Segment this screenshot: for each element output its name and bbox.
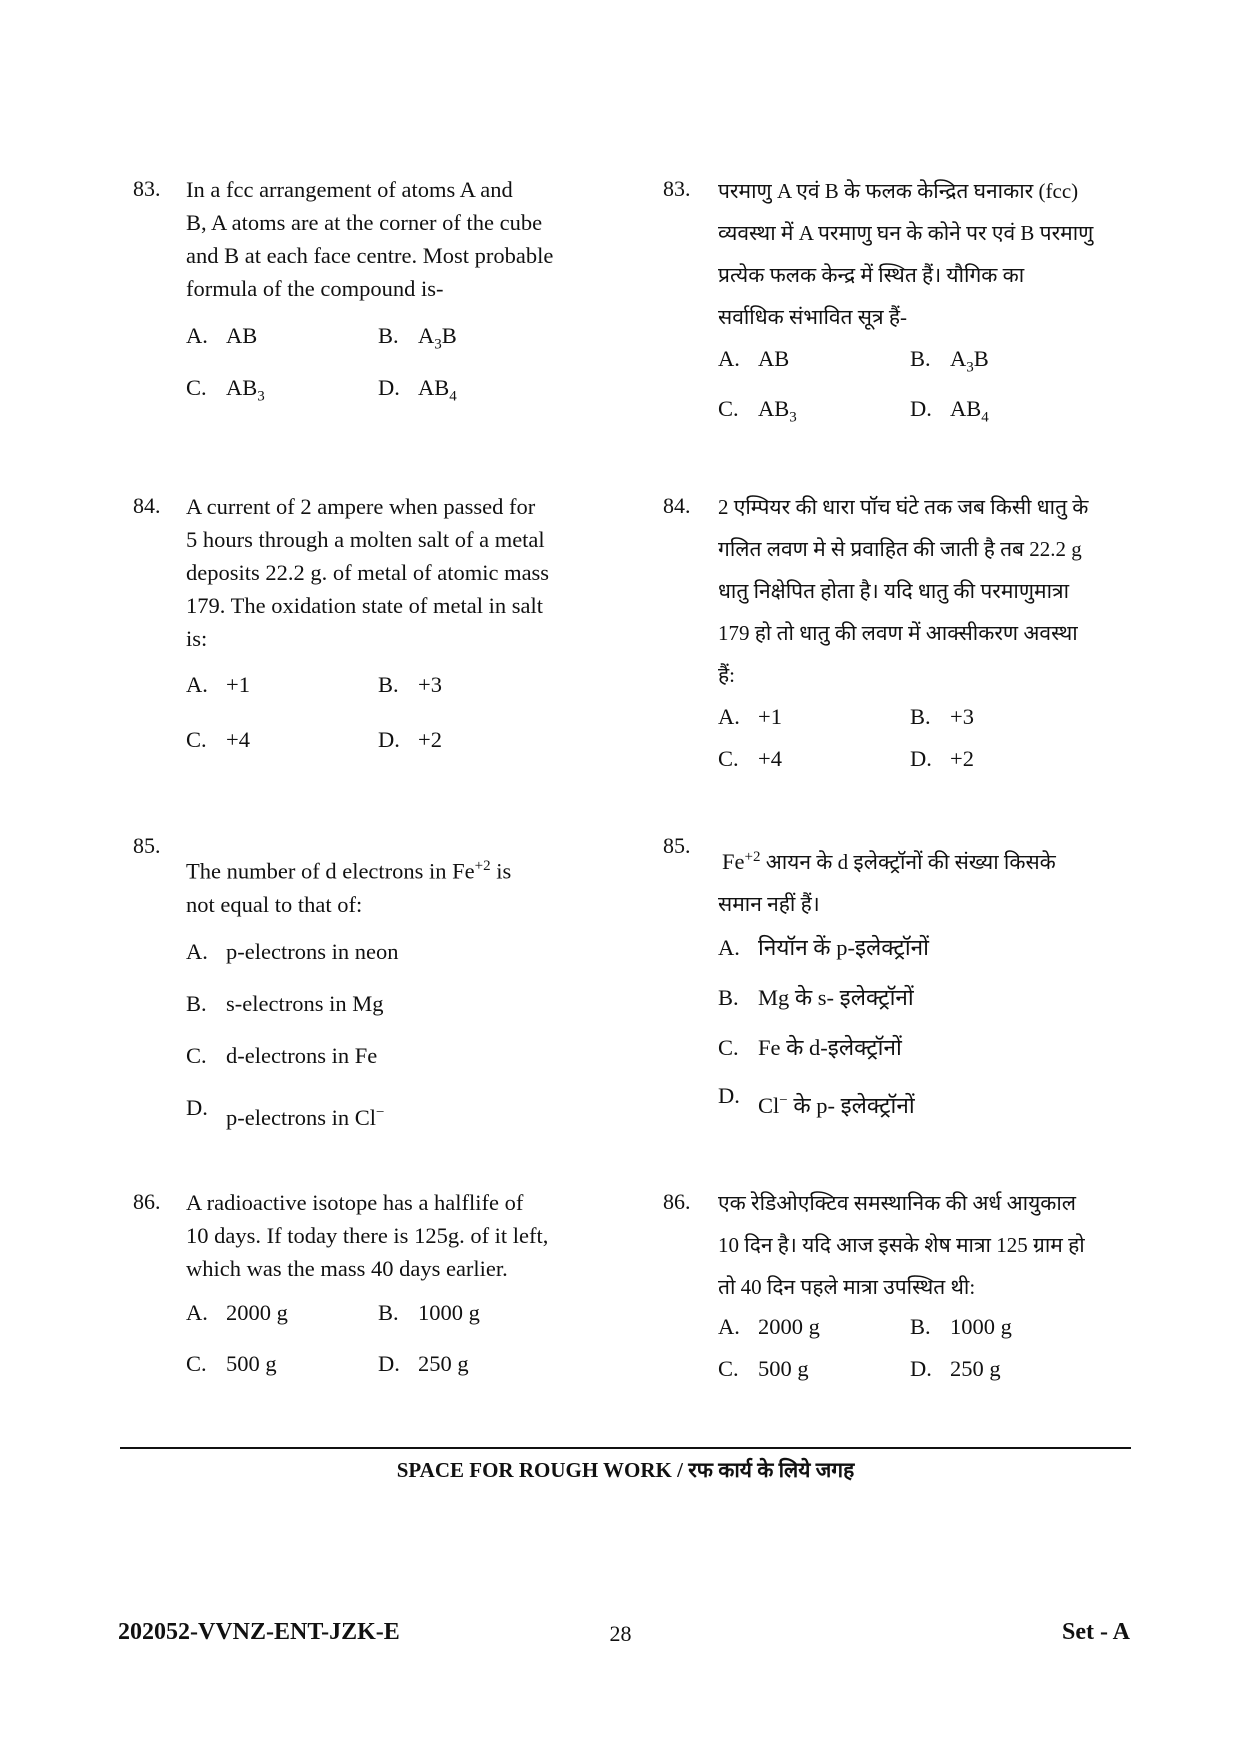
option-c: C. +4	[718, 746, 782, 771]
question-number: 84.	[663, 493, 691, 518]
question-text: A current of 2 ampere when passed for 5 hours through a molten salt of a metal deposits 22.2 g. of metal of atomic mass 179. The oxidation state of metal in salt is:	[186, 494, 550, 651]
option-d: D. $AB_4$	[378, 375, 457, 405]
question-number: 84.	[133, 493, 161, 518]
option-c: C. $AB_3$	[186, 375, 265, 405]
option-d: D. $AB_4$	[910, 396, 989, 426]
question-number: 83.	[133, 176, 161, 201]
option-c: C. +4	[186, 727, 250, 752]
set-label: Set - A	[1062, 1619, 1130, 1645]
question-number: 85.	[133, 833, 161, 858]
question-text: परमाणु A एवं B के फलक केन्द्रित घनाकार (fcc) व्यवस्था में A परमाणु घन के कोने पर एवं B परमाणु प्रत्येक फलक केन्द्र में स्थित हैं। यौगिक का सर्वाधिक संभावित सूत्र हैं-	[718, 179, 1094, 329]
option-c: C. Fe के d-इलेक्ट्रॉनों	[718, 1035, 902, 1060]
option-a: A. नियॉन कें p-इलेक्ट्रॉनों	[718, 935, 930, 960]
paper-code: 202052-VVNZ-ENT-JZK-E	[118, 1619, 400, 1645]
question-83-hi	[663, 173, 1133, 426]
option-c: C. 500 g	[718, 1356, 809, 1381]
question-number: 86.	[663, 1189, 691, 1214]
question-86-hi	[663, 1186, 1133, 1381]
question-85-en	[133, 830, 578, 1130]
option-c: C. 500 g	[186, 1351, 277, 1376]
question-number: 86.	[133, 1189, 161, 1214]
option-d: D. 250 g	[378, 1351, 469, 1376]
option-d: D. p-electrons in Cl−	[186, 1094, 385, 1130]
rough-work-heading: SPACE FOR ROUGH WORK / रफ कार्य के लिये जगह	[396, 1458, 855, 1482]
option-b: B. +3	[378, 672, 442, 697]
question-text: $Fe^{+2}$ आयन के d इलेक्ट्रॉनों की संख्या किसके समान नहीं हैं।	[718, 849, 1056, 916]
option-a: A. +1	[186, 672, 250, 697]
option-d: D. 250 g	[910, 1356, 1001, 1381]
question-86-en	[133, 1186, 578, 1376]
question-85-hi	[663, 830, 1133, 1118]
option-c: C. d-electrons in Fe	[186, 1042, 378, 1068]
option-b: B. 1000 g	[378, 1300, 480, 1325]
option-c: C. $AB_3$	[718, 396, 797, 426]
option-b: B. Mg के s- इलेक्ट्रॉनों	[718, 985, 914, 1010]
question-text: In a fcc arrangement of atoms A and B, A atoms are at the corner of the cube and B at each face centre. Most probable formula of the compound is-	[186, 177, 554, 301]
question-number: 83.	[663, 176, 691, 201]
option-a: A. +1	[718, 704, 782, 729]
option-a: A. 2000 g	[718, 1314, 820, 1339]
option-d: D. +2	[378, 727, 442, 752]
question-text: 2 एम्पियर की धारा पॉच घंटे तक जब किसी धातु के गलित लवण मे से प्रवाहित की जाती है तब 22.2 g धातु निक्षेपित होता है। यदि धातु की परमाणुमात्रा 179 हो तो धातु की लवण में आक्सीकरण अवस्था हैं:	[718, 495, 1089, 687]
question-83-en	[133, 173, 578, 405]
option-b: B. $A_3B$	[378, 323, 457, 353]
question-text: A radioactive isotope has a halflife of 10 days. If today there is 125g. of it left, which was the mass 40 days earlier.	[186, 1190, 549, 1281]
option-a: A. 2000 g	[186, 1300, 288, 1325]
option-d: D. Cl− के p- इलेक्ट्रॉनों	[718, 1083, 915, 1118]
option-a: A. p-electrons in neon	[186, 938, 399, 964]
option-a: A. AB	[718, 346, 790, 371]
option-b: B. $A_3B$	[910, 346, 989, 376]
option-b: B. s-electrons in Mg	[186, 990, 384, 1016]
option-b: B. 1000 g	[910, 1314, 1012, 1339]
question-84-hi	[663, 490, 1133, 771]
option-a: A. AB	[186, 323, 258, 348]
rough-work-divider	[120, 1447, 1131, 1449]
option-b: B. +3	[910, 704, 974, 729]
question-text: एक रेडिओएक्टिव समस्थानिक की अर्ध आयुकाल 10 दिन है। यदि आज इसके शेष मात्रा 125 ग्राम हो तो 40 दिन पहले मात्रा उपस्थित थी:	[718, 1191, 1085, 1299]
question-text: The number of d electrons in $Fe^{+2}$ is not equal to that of:	[186, 858, 512, 917]
question-number: 85.	[663, 833, 691, 858]
page-number: 28	[609, 1621, 632, 1646]
question-84-en	[133, 490, 578, 752]
option-d: D. +2	[910, 746, 974, 771]
